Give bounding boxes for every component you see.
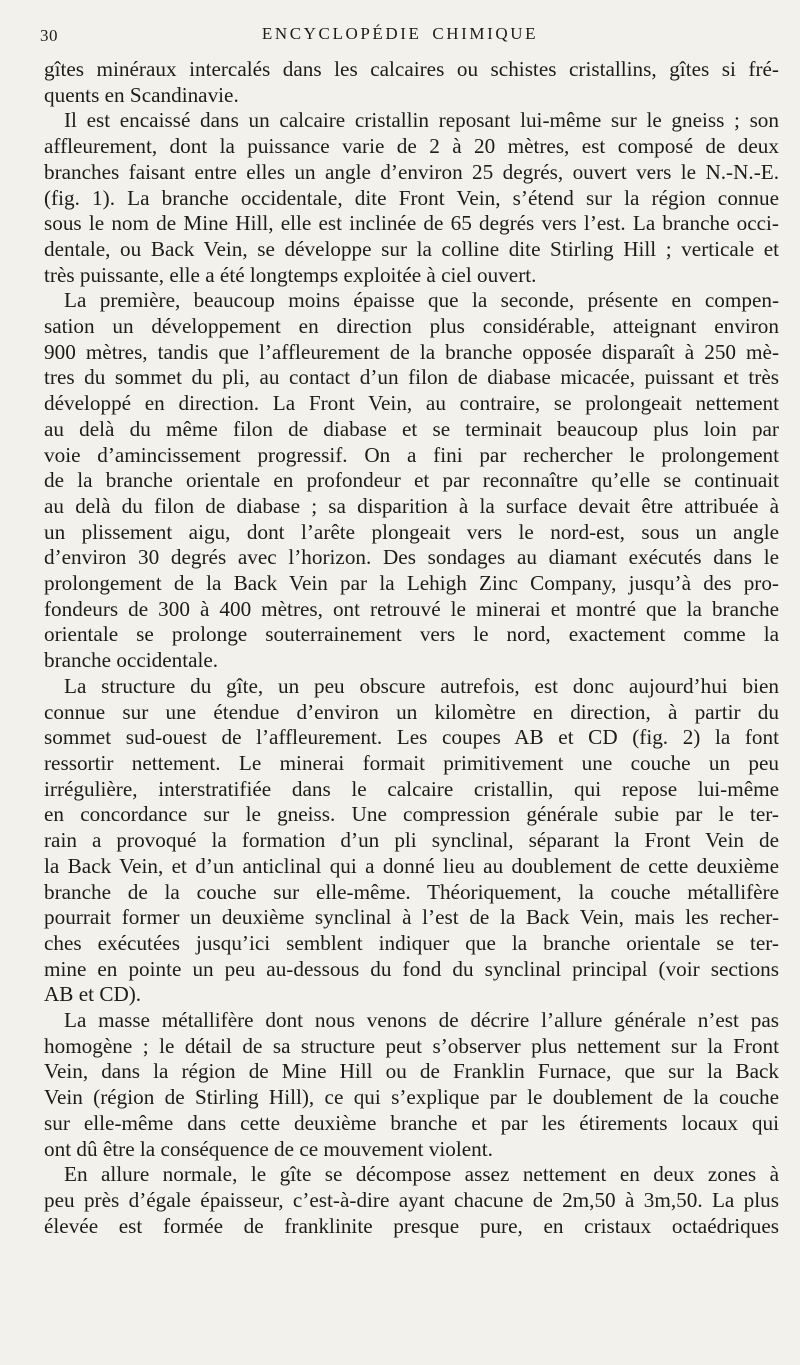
text-line: La première, beaucoup moins épaisse que la seconde, présente en compen-	[64, 288, 779, 313]
text-line: sur elle-même dans cette deuxième branche et par les étirements locaux qui	[44, 1110, 779, 1135]
text-line: (fig. 1). La branche occidentale, dite Front Vein, s’étend sur la région connue	[44, 185, 779, 210]
text-line: Il est encaissé dans un calcaire cristallin reposant lui-même sur le gneiss ; son	[64, 108, 779, 133]
text-line: orientale se prolonge souterrainement vers le nord, exactement comme la	[44, 622, 779, 647]
text-line: branche de la couche sur elle-même. Théoriquement, la couche métallifère	[44, 879, 779, 904]
text-line: mine en pointe un peu au-dessous du fond du synclinal principal (voir sections	[44, 956, 779, 981]
text-line: au delà du filon de diabase ; sa disparition à la surface devait être attribuée à	[44, 493, 779, 518]
text-line: gîtes minéraux intercalés dans les calcaires ou schistes cristallins, gîtes si fré-	[44, 57, 779, 81]
text-line: élevée est formée de franklinite presque pure, en cristaux octaédriques	[44, 1213, 779, 1238]
text-line: homogène ; le détail de sa structure peut s’observer plus nettement sur la Front	[44, 1033, 779, 1058]
text-line: connue sur une étendue d’environ un kilomètre en direction, à partir du	[44, 699, 779, 724]
text-line: ches exécutées jusqu’ici semblent indiquer que la branche orientale se ter-	[44, 930, 779, 955]
text-line: irrégulière, interstratifiée dans le calcaire cristallin, qui repose lui-même	[44, 776, 779, 801]
text-line: d’environ 30 degrés avec l’horizon. Des sondages au diamant exécutés dans le	[44, 545, 779, 570]
text-line: en concordance sur le gneiss. Une compression générale subie par le ter-	[44, 802, 779, 827]
text-line: dentale, ou Back Vein, se développe sur la colline dite Stirling Hill ; verticale et	[44, 236, 779, 261]
text-line: sation un développement en direction plus considérable, atteignant environ	[44, 314, 779, 339]
text-line: quents en Scandinavie.	[44, 82, 239, 107]
text-line: branche occidentale.	[44, 648, 219, 673]
text-line: sommet sud-ouest de l’affleurement. Les coupes AB et CD (fig. 2) la font	[44, 725, 779, 750]
text-line: fondeurs de 300 à 400 mètres, ont retrouvé le minerai et montré que la branche	[44, 596, 779, 621]
text-line: de la branche orientale en profondeur et par reconnaître qu’elle se continuait	[44, 468, 779, 493]
running-head	[40, 22, 760, 46]
text-line: affleurement, dont la puissance varie de 2 à 20 mètres, est composé de deux	[44, 134, 779, 159]
text-line: En allure normale, le gîte se décompose assez nettement en deux zones à	[64, 1162, 779, 1187]
page-number: 30	[40, 26, 58, 45]
text-line: pourrait former un deuxième synclinal à l’est de la Back Vein, mais les recher-	[44, 905, 779, 930]
text-line: La structure du gîte, un peu obscure autrefois, est donc aujourd’hui bien	[64, 673, 779, 698]
text-line: très puissante, elle a été longtemps exploitée à ciel ouvert.	[44, 262, 537, 287]
text-line: branches faisant entre elles un angle d’environ 25 degrés, ouvert vers le N.-N.-E.	[44, 159, 779, 184]
text-line: prolongement de la Back Vein par la Lehigh Zinc Company, jusqu’à des pro-	[44, 571, 779, 596]
text-line: 900 mètres, tandis que l’affleurement de la branche opposée disparaît à 250 mè-	[44, 339, 779, 364]
text-line: sous le nom de Mine Hill, elle est inclinée de 65 degrés vers l’est. La branche occi-	[44, 211, 779, 236]
text-line: tres du sommet du pli, au contact d’un filon de diabase micacée, puissant et très	[44, 365, 779, 390]
text-line: rain a provoqué la formation d’un pli synclinal, séparant la Front Vein de	[44, 828, 779, 853]
body-text	[44, 57, 779, 1239]
text-line: ressortir nettement. Le minerai formait primitivement une couche un peu	[44, 750, 779, 775]
text-line: La masse métallifère dont nous venons de décrire l’allure générale n’est pas	[64, 1008, 779, 1033]
text-line: voie d’amincissement progressif. On a fini par rechercher le prolongement	[44, 442, 779, 467]
text-line: Vein (région de Stirling Hill), ce qui s’explique par le doublement de la couche	[44, 1085, 779, 1110]
text-line: un plissement aigu, dont l’arête plongeait vers le nord-est, sous un angle	[44, 519, 779, 544]
text-line: ont dû être la conséquence de ce mouvement violent.	[44, 1136, 493, 1161]
running-title: ENCYCLOPÉDIE CHIMIQUE	[261, 24, 539, 43]
text-line: au delà du même filon de diabase et se terminait beaucoup plus loin par	[44, 416, 779, 441]
text-line: Vein, dans la région de Mine Hill ou de Franklin Furnace, que sur la Back	[44, 1059, 779, 1084]
text-line: développé en direction. La Front Vein, au contraire, se prolongeait nettement	[44, 391, 779, 416]
text-line: AB et CD).	[44, 982, 142, 1007]
text-line: la Back Vein, et d’un anticlinal qui a donné lieu au doublement de cette deuxième	[44, 853, 779, 878]
text-line: peu près d’égale épaisseur, c’est-à-dire ayant chacune de 2m,50 à 3m,50. La plus	[44, 1187, 779, 1212]
